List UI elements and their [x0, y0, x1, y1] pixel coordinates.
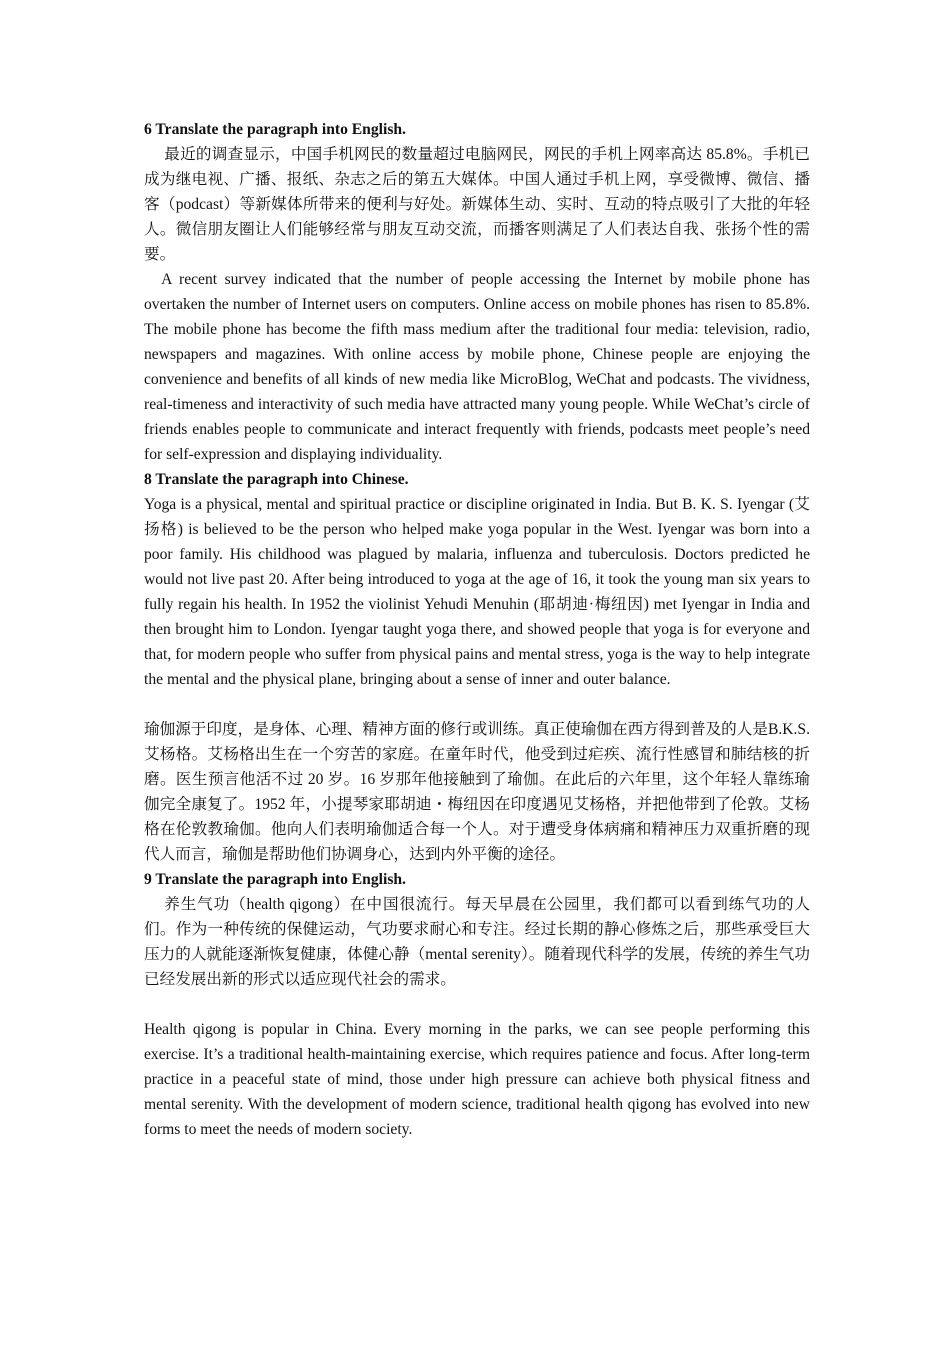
section-6-english-text: A recent survey indicated that the number of people accessing the Internet by mobile phone has overtaken the number of Internet users on computers. Online access on mobile phones has risen to 85.8%. The mobile phone has become the fifth mass medium after the traditional four media: television, radio, newspapers and magazines. With online access by mobile phone, Chinese people are enjoying the convenience and benefits of all kinds of new media like MicroBlog, WeChat and podcasts. The vividness, real-timeness and interactivity of such media have attracted many young people. While WeChat’s circle of friends enables people to communicate and interact frequently with friends, podcasts meet people’s need for self-expression and displaying individuality.	[144, 271, 810, 463]
section-8-heading: 8 Translate the paragraph into Chinese.	[144, 471, 409, 488]
section-9-chinese-text: 养生气功（health qigong）在中国很流行。每天早晨在公园里，我们都可以看到练气功的人们。作为一种传统的保健运动，气功要求耐心和专注。经过长期的静心修炼之后，那些承受巨大压力的人就能逐渐恢复健康，体健心静（mental serenity）。随着现代科学的发展，传统的养生气功已经发展出新的形式以适应现代社会的需求。	[144, 896, 810, 988]
document-page	[144, 117, 810, 1142]
section-6-chinese-text: 最近的调查显示，中国手机网民的数量超过电脑网民，网民的手机上网率高达 85.8%。手机已成为继电视、广播、报纸、杂志之后的第五大媒体。中国人通过手机上网，享受微博、微信、播客（podcast）等新媒体所带来的便利与好处。新媒体生动、实时、互动的特点吸引了大批的年轻人。微信朋友圈让人们能够经常与朋友互动交流，而播客则满足了人们表达自我、张扬个性的需要。	[144, 146, 810, 263]
section-9-heading: 9 Translate the paragraph into English.	[144, 871, 406, 888]
section-6-heading: 6 Translate the paragraph into English.	[144, 121, 406, 138]
section-9-english-text: Health qigong is popular in China. Every morning in the parks, we can see people performing this exercise. It’s a traditional health-maintaining exercise, which requires patience and focus. After long-term practice in a peaceful state of mind, those under high pressure can achieve both physical fitness and mental serenity. With the development of modern science, traditional health qigong has evolved into new forms to meet the needs of modern society.	[144, 1021, 810, 1138]
section-8-chinese-text: 瑜伽源于印度，是身体、心理、精神方面的修行或训练。真正使瑜伽在西方得到普及的人是B.K.S.艾杨格。艾杨格出生在一个穷苦的家庭。在童年时代，他受到过疟疾、流行性感冒和肺结核的折磨。医生预言他活不过 20 岁。16 岁那年他接触到了瑜伽。在此后的六年里，这个年轻人靠练瑜伽完全康复了。1952 年，小提琴家耶胡迪・梅纽因在印度遇见艾杨格，并把他带到了伦敦。艾杨格在伦敦教瑜伽。他向人们表明瑜伽适合每一个人。对于遭受身体病痛和精神压力双重折磨的现代人而言，瑜伽是帮助他们协调身心，达到内外平衡的途径。	[144, 721, 810, 863]
spacer	[144, 992, 810, 1017]
section-8-english-text: Yoga is a physical, mental and spiritual practice or discipline originated in India. But B. K. S. Iyengar (艾扬格) is believed to be the person who helped make yoga popular in the West. Iyengar was born into a poor family. His childhood was plagued by malaria, influenza and tuberculosis. Doctors predicted he would not live past 20. After being introduced to yoga at the age of 16, it took the young man six years to fully regain his health. In 1952 the violinist Yehudi Menuhin (耶胡迪·梅纽因) met Iyengar in India and then brought him to London. Iyengar taught yoga there, and showed people that yoga is for everyone and that, for modern people who suffer from physical pains and mental stress, yoga is the way to help integrate the mental and the physical plane, bringing about a sense of inner and outer balance.	[144, 496, 810, 688]
spacer	[144, 692, 810, 717]
